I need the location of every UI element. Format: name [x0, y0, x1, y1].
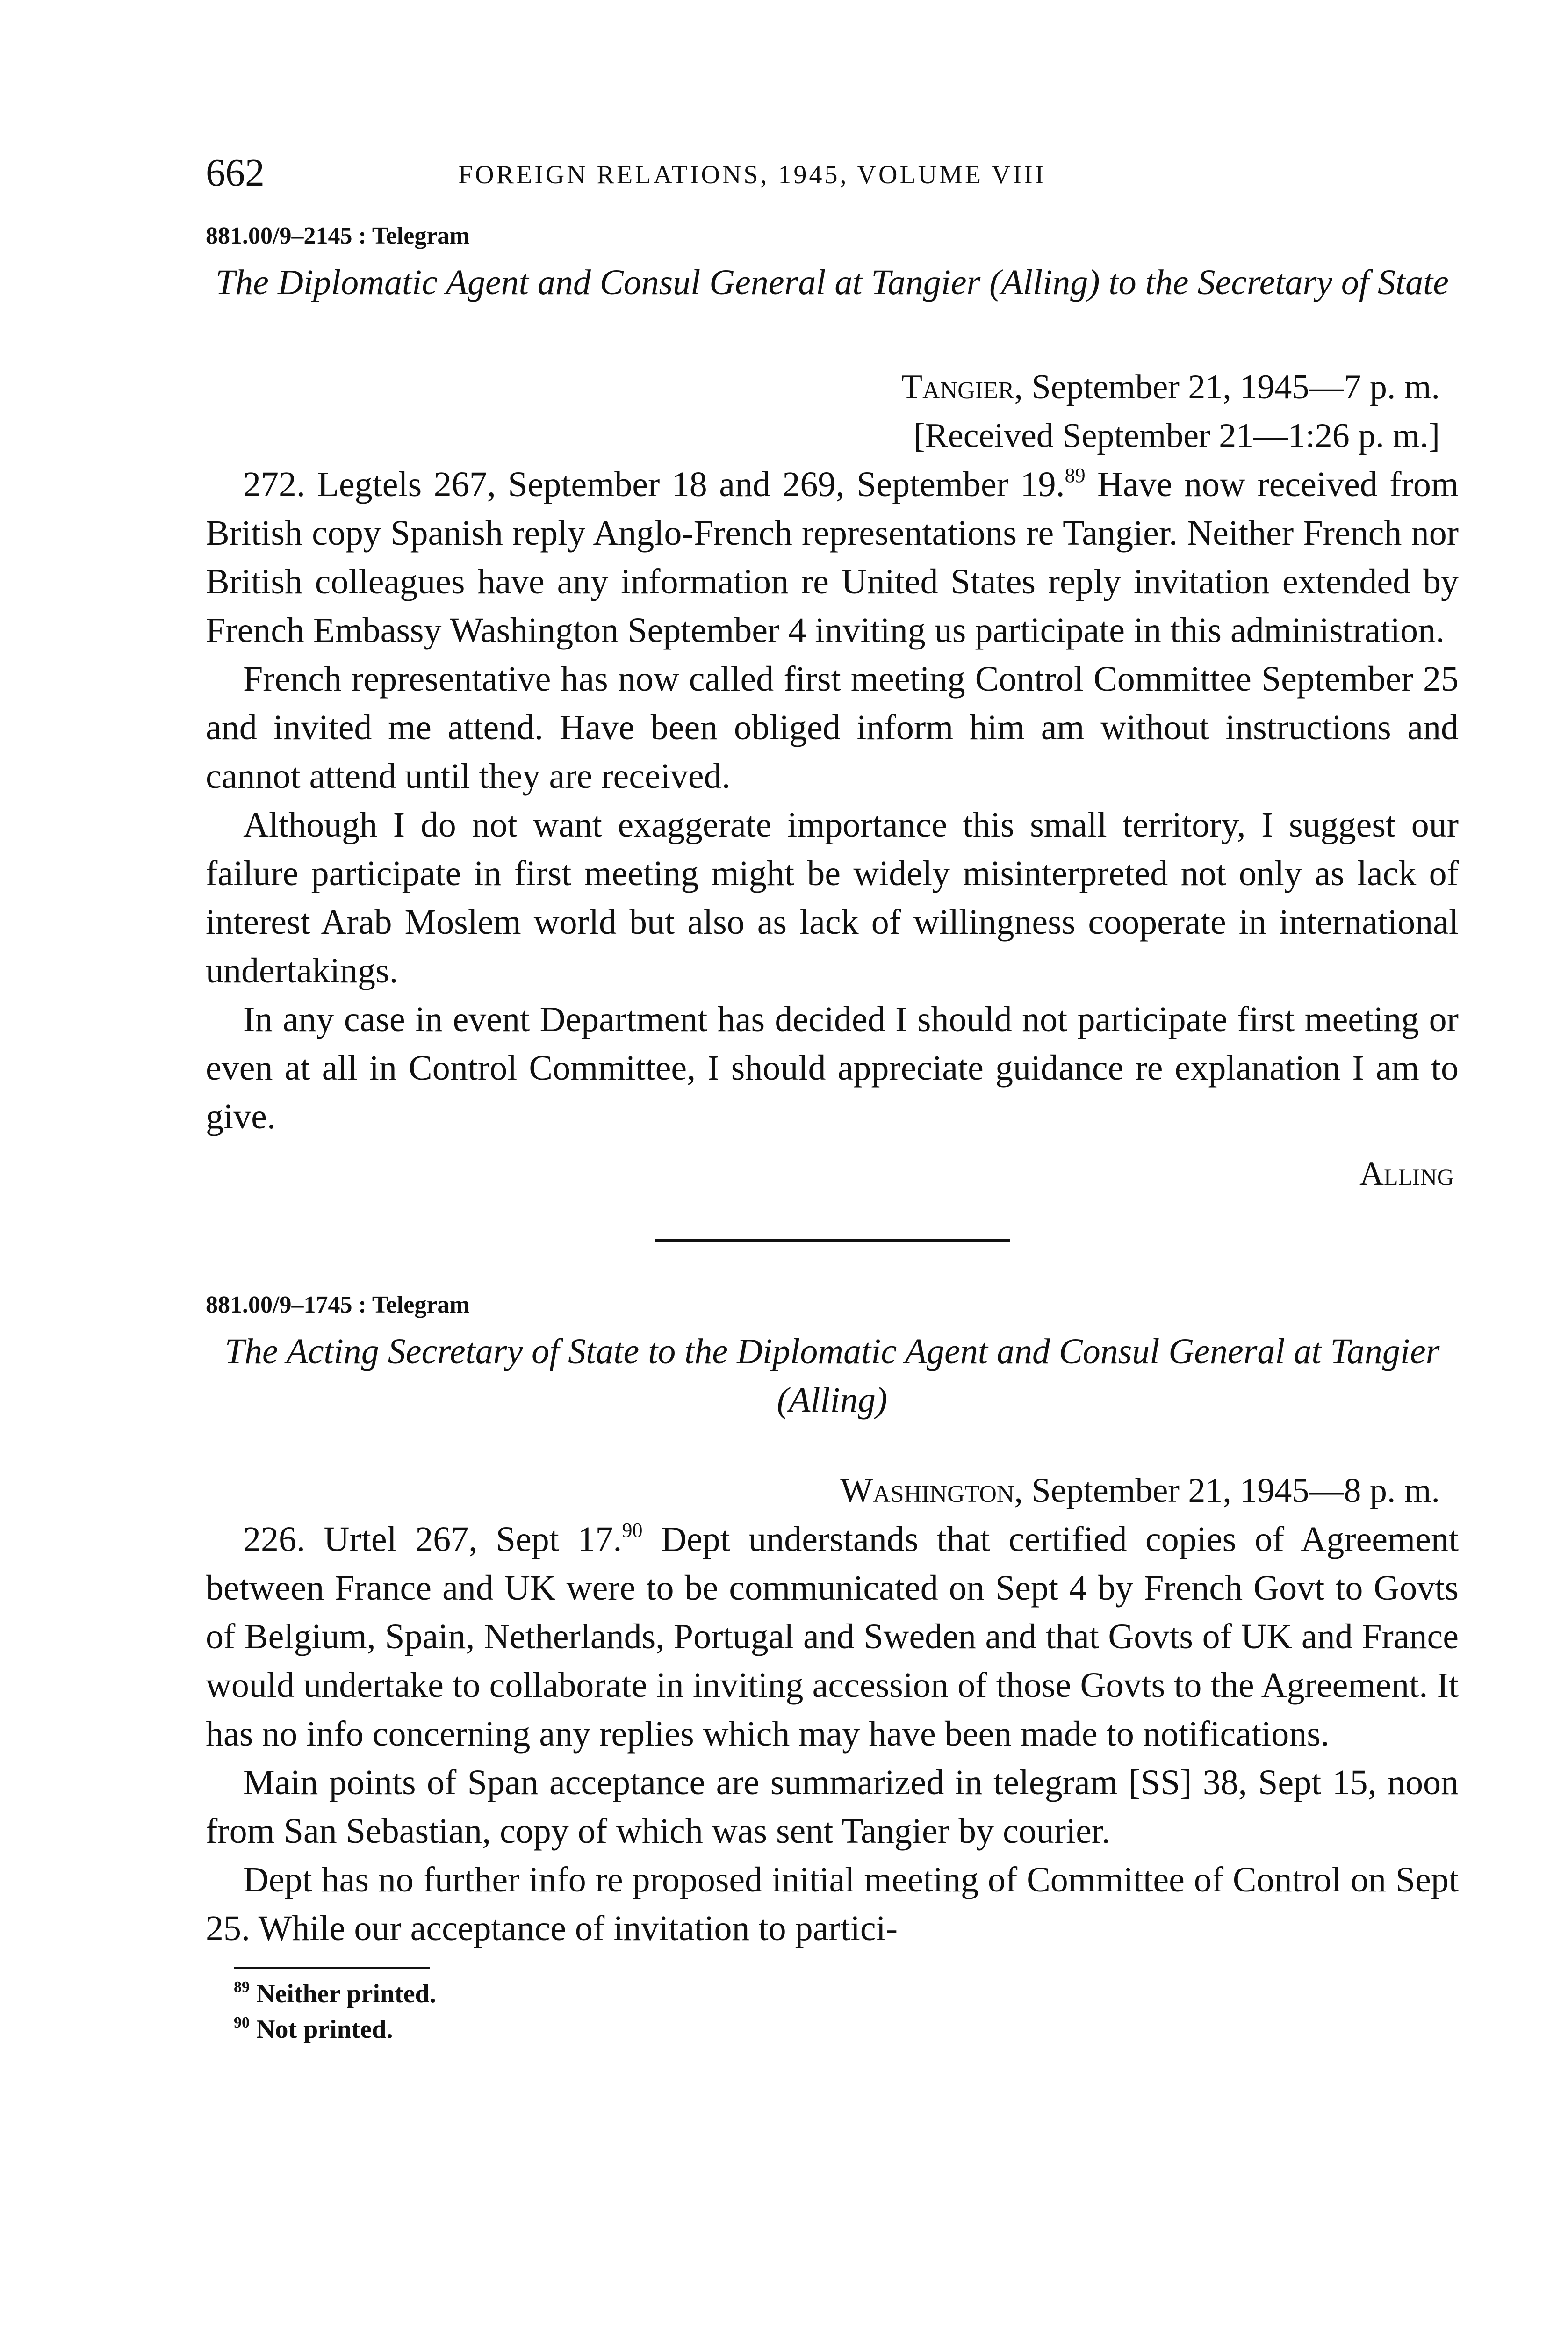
dateline-place: Washington: [840, 1472, 1014, 1510]
running-title: FOREIGN RELATIONS, 1945, VOLUME VIII: [458, 160, 1046, 189]
footnotes: [234, 1976, 1459, 2047]
dateline: [206, 1466, 1440, 1515]
document-1: [206, 220, 1459, 1197]
dateline-place: Tangier: [901, 368, 1014, 406]
paragraph: French representative has now called first meeting Control Committee September 25 and invited me attend. Have been obliged inform him am without instructions and cannot attend until they are received.: [206, 659, 1459, 796]
footnote-ref: 90: [622, 1519, 643, 1542]
paragraph: 272. Legtels 267, September 18 and 269, September 19.89 Have now received from British copy Spanish reply Anglo-French representations re Tangier. Neither French nor British colleagues have any information re United States reply invitation extended by French Embassy Washington September 4 inviting us participate in this administration.: [206, 464, 1459, 650]
dateline-date: , September 21, 1945—7 p. m.: [1014, 368, 1440, 406]
paragraph: Although I do not want exaggerate importance this small territory, I suggest our failure participate in first meeting might be widely misinterpreted not only as lack of interest Arab Moslem world but also as lack of willingness cooperate in international undertakings.: [206, 805, 1459, 990]
footnote: $^{89}$ Neither printed.: [234, 1978, 436, 2008]
file-reference: 881.00/9–2145 : Telegram: [206, 223, 470, 249]
file-reference: 881.00/9–1745 : Telegram: [206, 1292, 470, 1318]
received-line: [Received September 21—1:26 p. m.]: [913, 417, 1440, 455]
section-divider: [655, 1239, 1010, 1242]
running-head: [206, 150, 1459, 201]
document-2: [206, 1289, 1459, 1953]
paragraph: In any case in event Department has decided I should not participate first meeting or even at all in Control Committee, I should appreciate guidance re explanation I am to give.: [206, 1000, 1459, 1136]
footnote: $^{90}$ Not printed.: [234, 2014, 393, 2044]
page-number: 662: [206, 151, 265, 195]
paragraph: Main points of Span acceptance are summarized in telegram [SS] 38, Sept 15, noon from San Sebastian, copy of which was sent Tangier by courier.: [206, 1763, 1459, 1851]
signature: Alling: [1359, 1155, 1454, 1192]
document-title: The Acting Secretary of State to the Diplomatic Agent and Consul General at Tangier (Alling): [224, 1332, 1440, 1420]
paragraph: Dept has no further info re proposed initial meeting of Committee of Control on Sept 25. While our acceptance of invitation to partici-: [206, 1860, 1459, 1948]
footnote-ref: 89: [1065, 464, 1086, 487]
dateline-date: , September 21, 1945—8 p. m.: [1014, 1472, 1440, 1510]
page: [206, 150, 1459, 2047]
dateline: [206, 363, 1440, 411]
footnote-rule: [234, 1967, 430, 1969]
document-title: The Diplomatic Agent and Consul General at Tangier (Alling) to the Secretary of State: [216, 263, 1449, 302]
paragraph: 226. Urtel 267, Sept 17.90 Dept understands that certified copies of Agreement between France and UK were to be communicated on Sept 4 by French Govt to Govts of Belgium, Spain, Netherlands, Portugal and Sweden and that Govts of UK and France would undertake to collaborate in inviting accession of those Govts to the Agreement. It has no info concerning any replies which may have been made to notifications.: [206, 1519, 1459, 1754]
